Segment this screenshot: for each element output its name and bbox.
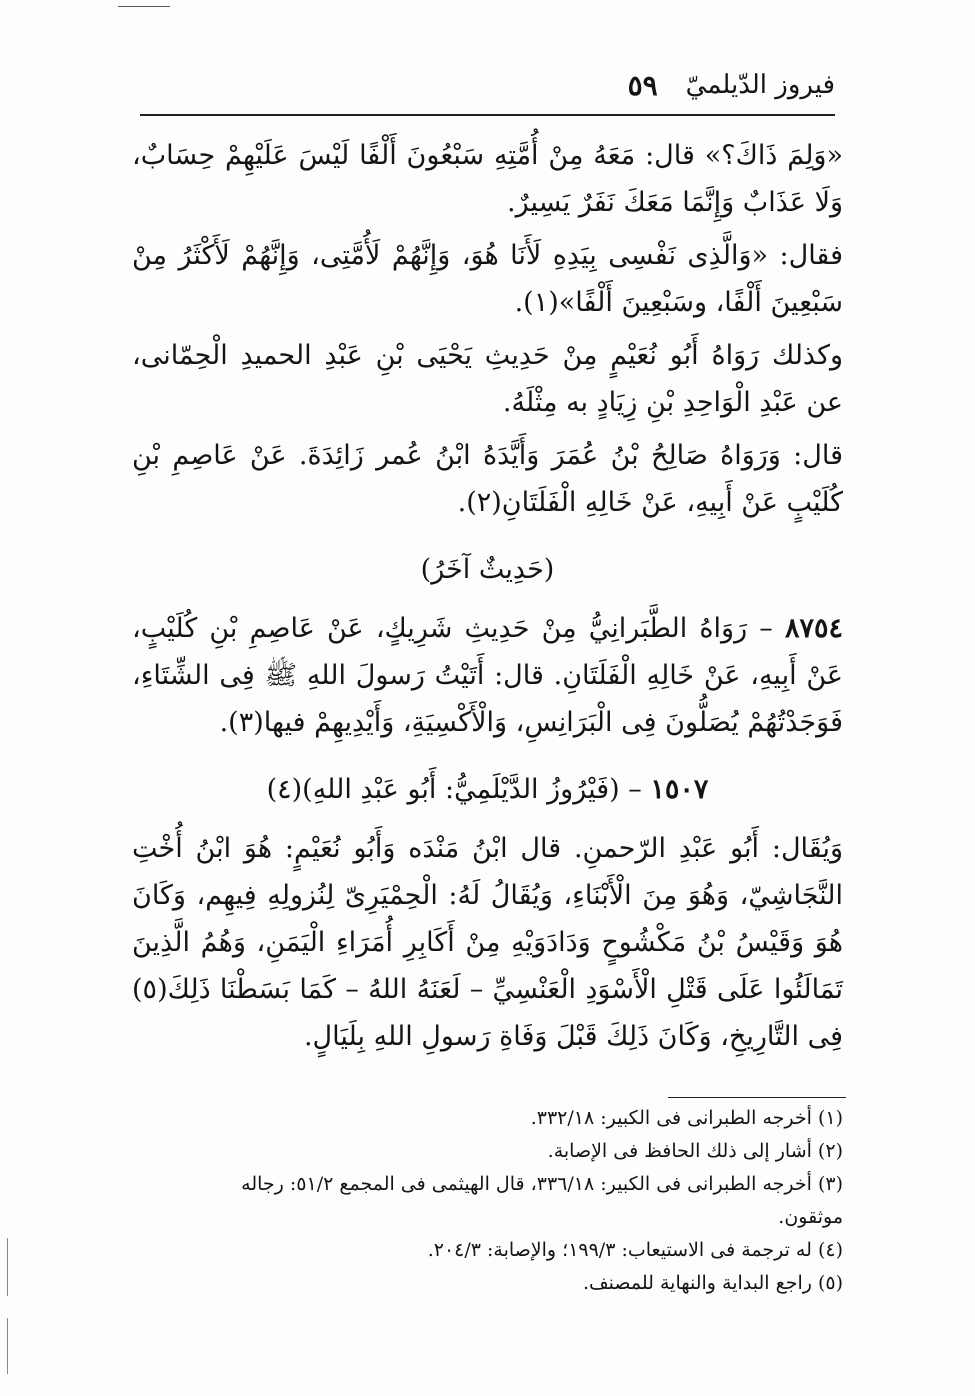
scan-artifact-line xyxy=(7,1318,8,1374)
hadith-number: ٨٧٥٤ xyxy=(784,613,843,644)
page-number: ٥٩ xyxy=(627,68,658,102)
footnote-continuation: موثقون. xyxy=(778,1206,843,1228)
footnotes xyxy=(132,1102,843,1300)
hadith-text: – رَوَاهُ الطَّبَرانِيُّ مِنْ حَدِيثِ شَرِيكٍ، عَنْ عَاصِمِ بْنِ كُلَيْبٍ، عَنْ أَبِيهِ، عَنْ خَالِهِ الْفَلَتَانِ. قال: أَتَيْتُ رَسولَ اللهِ ﷺ فِى الشِّتَاءِ، فَوَجَدْتُهُمْ يُصَلُّونَ فِى الْبَرَانِسِ، وَالْأَكْسِيَةِ، وَأَيْدِيهِمْ فيها(٣). xyxy=(132,613,843,738)
footnote: (١) أخرجه الطبرانى فى الكبير: ٣٣٢/١٨. xyxy=(530,1107,843,1129)
entry-paragraph: وَيُقَال: أَبُو عَبْدِ الرّحمنِ. قال ابْنُ مَنْدَه وَأَبُو نُعَيْمٍ: هُوَ ابْنُ أُخْتِ النَّجَاشِيّ، وَهُوَ مِنَ الْأَبْنَاءِ، وَيُقَالُ لَهُ: الْحِمْيَرِىّ لِنُزولِهِ فِيهِم، وَكَانَ هُوَ وَقَيْسُ بْنُ مَكْشُوحٍ وَدَادَوَيْهِ مِنْ أَكَابِرِ أُمَرَاءِ الْيَمَنِ، وَهُمُ الَّذِينَ تَمَالَئُوا عَلَى قَتْلِ الْأَسْوَدِ الْعَنْسِيِّ – لَعَنَهُ اللهُ – كَمَا بَسَطْنَا ذَلِكَ(٥) فِى التَّارِيخِ، وَكَانَ ذَلِكَ قَبْلَ وَفَاةِ رَسولِ اللهِ بِلَيَالٍ. xyxy=(132,833,843,1052)
header-rule xyxy=(140,114,835,116)
footnote: (٣) أخرجه الطبرانى فى الكبير: ٣٣٦/١٨، قال الهيثمى فى المجمع ٥١/٢: رجاله xyxy=(241,1173,843,1195)
footnote: (٤) له ترجمة فى الاستيعاب: ١٩٩/٣؛ والإصابة: ٢٠٤/٣. xyxy=(427,1239,843,1261)
scan-artifact-line xyxy=(7,1238,8,1296)
footnote-rule xyxy=(668,1097,846,1098)
entry-title: – (فَيْرُوزُ الدَّيْلَمِيُّ: أَبُو عَبْدِ اللهِ)(٤) xyxy=(266,774,642,805)
section-heading: (حَدِيثٌ آخَرُ) xyxy=(420,554,555,585)
paragraph: فقال: «وَالَّذِى نَفْسِى بِيَدِهِ لَأَنَا هُوَ، وَإِنَّهُمْ لَأُمَّتِى، وَإِنَّهُمْ لَأَكْثَرُ مِنْ سَبْعِينَ أَلْفًا، وسَبْعِينَ أَلْفًا»(١). xyxy=(132,240,843,318)
entry-number: ١٥٠٧ xyxy=(650,774,709,805)
running-title: فيروز الدّيلميّ xyxy=(685,70,835,100)
main-text xyxy=(132,132,843,1066)
entry-heading xyxy=(132,766,843,813)
footnote: (٥) راجع البداية والنهاية للمصنف. xyxy=(582,1272,843,1294)
paragraph: قال: وَرَوَاهُ صَالِحُ بْنُ عُمَرَ وَأَيَّدَهُ ابْنُ عُمر زَائِدَةَ. عَنْ عَاصِمِ بْنِ كُلَيْبٍ عَنْ أَبِيهِ، عَنْ خَالِهِ الْفَلَتَانِ(٢). xyxy=(132,440,843,518)
hadith-paragraph xyxy=(132,605,843,746)
footnote: (٢) أشار إلى ذلك الحافظ فى الإصابة. xyxy=(547,1140,843,1162)
scan-artifact-line xyxy=(118,6,170,7)
page-header xyxy=(140,60,835,110)
paragraph: «وَلِمَ ذَاكَ؟» قال: مَعَهُ مِنْ أُمَّتِهِ سَبْعُونَ أَلْفًا لَيْسَ عَلَيْهِمْ حِسَابٌ، وَلَا عَذَابٌ وَإِنَّمَا مَعَكَ نَفَرٌ يَسِيرٌ. xyxy=(132,140,843,218)
paragraph: وكذلك رَوَاهُ أَبُو نُعَيْمٍ مِنْ حَدِيثِ يَحْيَى بْنِ عَبْدِ الحميدِ الْحِمّانى، عن عَبْدِ الْوَاحِدِ بْنِ زِيَادٍ به مِثْلَهُ. xyxy=(132,340,843,418)
